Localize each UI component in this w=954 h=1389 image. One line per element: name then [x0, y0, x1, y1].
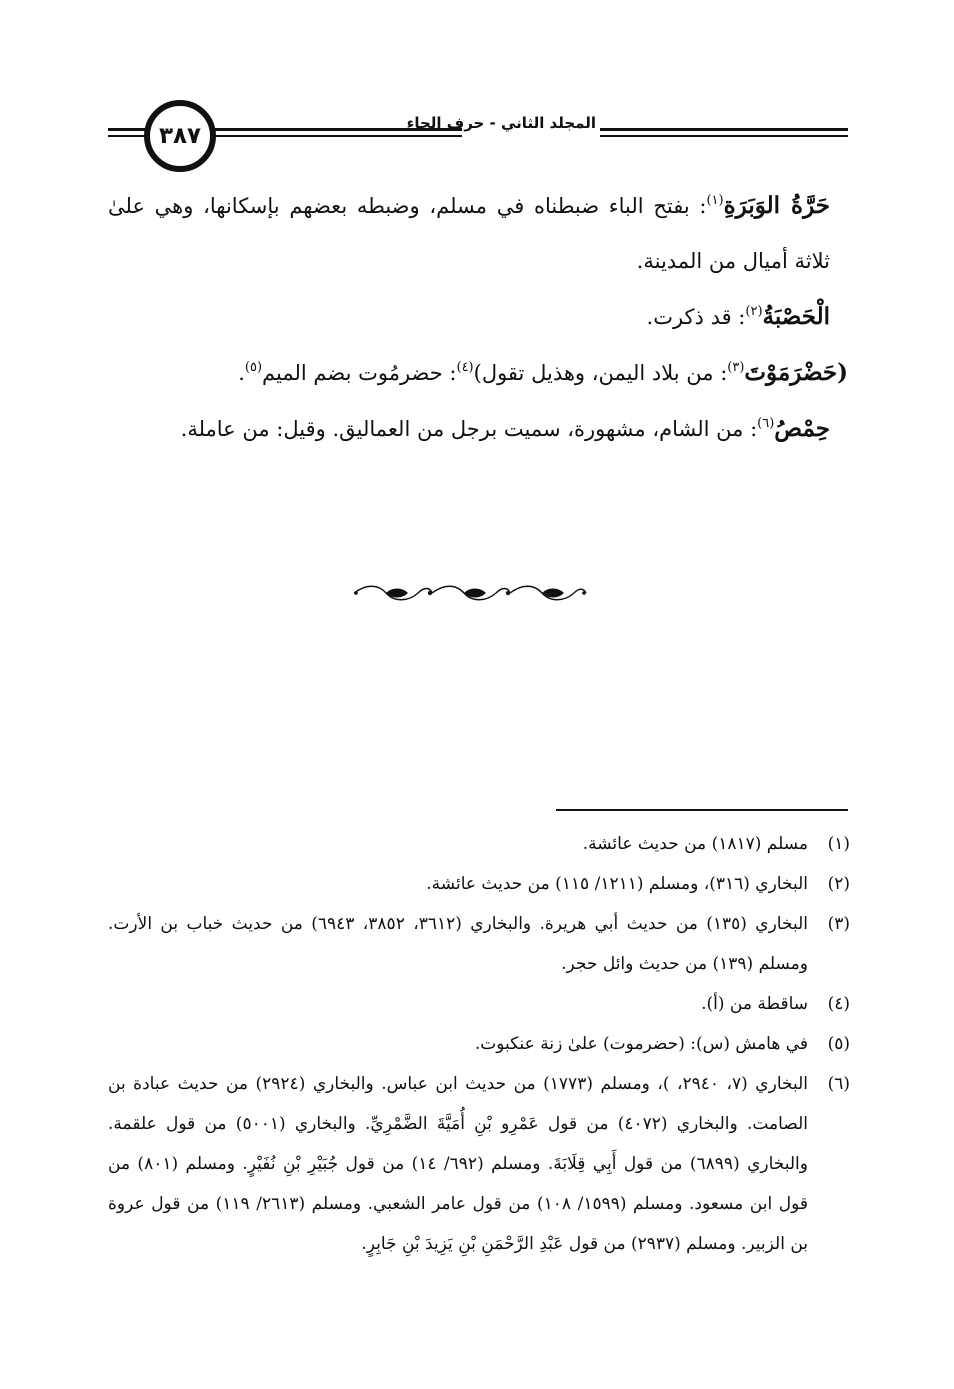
running-title: المجلد الثاني - حرف الحاء — [406, 114, 596, 132]
entry-hadramawt — [108, 345, 848, 401]
footnote-number: (١) — [827, 834, 850, 854]
entry-term: حِمْصُ — [774, 415, 830, 442]
entry-text: : من بلاد اليمن، وهذيل تقول) — [473, 361, 728, 385]
footnote-number: (٥) — [827, 1034, 850, 1054]
footnote-text: في هامش (س): (حضرموت) علىٰ زنة عنكبوت. — [474, 1034, 808, 1054]
footnote-4 — [108, 984, 850, 1024]
footnote-ref[interactable]: (٤) — [456, 360, 474, 375]
footnote-separator — [556, 809, 848, 811]
footnote-ref[interactable]: (٥) — [244, 360, 263, 375]
footnote-1 — [108, 824, 850, 864]
footnote-number: (٢) — [827, 874, 850, 894]
entry-text: : حضرمُوت بضم الميم — [262, 361, 457, 385]
footnote-text: البخاري (٣١٦)، ومسلم (١٢١١/ ١١٥) من حديث عائشة. — [426, 874, 808, 894]
entry-text: : من الشام، مشهورة، سميت برجل من العماليق. وقيل: من عاملة. — [180, 417, 758, 441]
header-rule-right — [600, 128, 848, 139]
main-text — [108, 178, 848, 457]
footnote-5 — [108, 1024, 850, 1064]
entry-term: الْحَصْبَةُ — [762, 303, 830, 330]
entry-text: : بفتح الباء ضبطناه في مسلم، وضبطه بعضهم بإسكانها، وهي علىٰ ثلاثة أميال من المدينة. — [108, 194, 830, 273]
footnote-text: البخاري (٧، ٢٩٤٠، )، ومسلم (١٧٧٣) من حديث ابن عباس. والبخاري (٢٩٢٤) من حديث عبادة بن الصامت. والبخاري (٤٠٧٢) من قول عَمْرِو بْنِ أُمَيَّةَ الضَّمْرِيِّ. والبخاري (٥٠٠١) من قول علقمة. والبخاري (٦٨٩٩) من قول أَبِي قِلَابَةَ. ومسلم (٦٩٢/ ١٤) من قول جُبَيْرِ بْنِ نُفَيْرٍ. ومسلم (٨٠١) من قول ابن مسعود. ومسلم (١٥٩٩/ ١٠٨) من قول عامر الشعبي. ومسلم (٢٦١٣/ ١١٩) من قول عروة بن الزبير. ومسلم (٢٩٣٧) من قول عَبْدِ الرَّحْمَنِ بْنِ يَزِيدَ بْنِ جَابِرٍ. — [108, 1074, 809, 1254]
footnote-number: (٦) — [827, 1074, 850, 1094]
entry-harrat-al-wabara — [108, 178, 848, 289]
entry-text: . — [238, 361, 245, 385]
footnote-number: (٣) — [827, 914, 850, 934]
footnote-ref[interactable]: (٢) — [745, 304, 763, 319]
footnote-text: البخاري (١٣٥) من حديث أبي هريرة. والبخاري (٣٦١٢، ٣٨٥٢، ٦٩٤٣) من حديث خباب بن الأرت. ومسلم (١٣٩) من حديث وائل حجر. — [108, 914, 808, 974]
footnote-6 — [108, 1064, 850, 1264]
footnote-text: مسلم (١٨١٧) من حديث عائشة. — [582, 834, 808, 854]
footnote-ref[interactable]: (٣) — [727, 360, 745, 375]
entry-term: حَرَّةُ الوَبَرَةِ — [723, 192, 830, 219]
entry-al-hasba — [108, 289, 848, 345]
entry-term: (حَضْرَمَوْتَ — [744, 359, 848, 386]
footnote-3 — [108, 904, 850, 984]
footnote-ref[interactable]: (١) — [706, 193, 724, 208]
footnote-2 — [108, 864, 850, 904]
footnote-number: (٤) — [827, 994, 850, 1014]
header-rule-left — [108, 128, 146, 139]
page-number: ٣٨٧ — [144, 100, 216, 172]
entry-hims — [108, 401, 848, 457]
footnote-ref[interactable]: (٦) — [757, 416, 775, 431]
footnotes — [108, 824, 850, 1264]
footnote-text: ساقطة من (أ). — [701, 994, 808, 1014]
entry-text: : قد ذكرت. — [646, 305, 746, 329]
ornament-divider-icon — [352, 580, 588, 606]
